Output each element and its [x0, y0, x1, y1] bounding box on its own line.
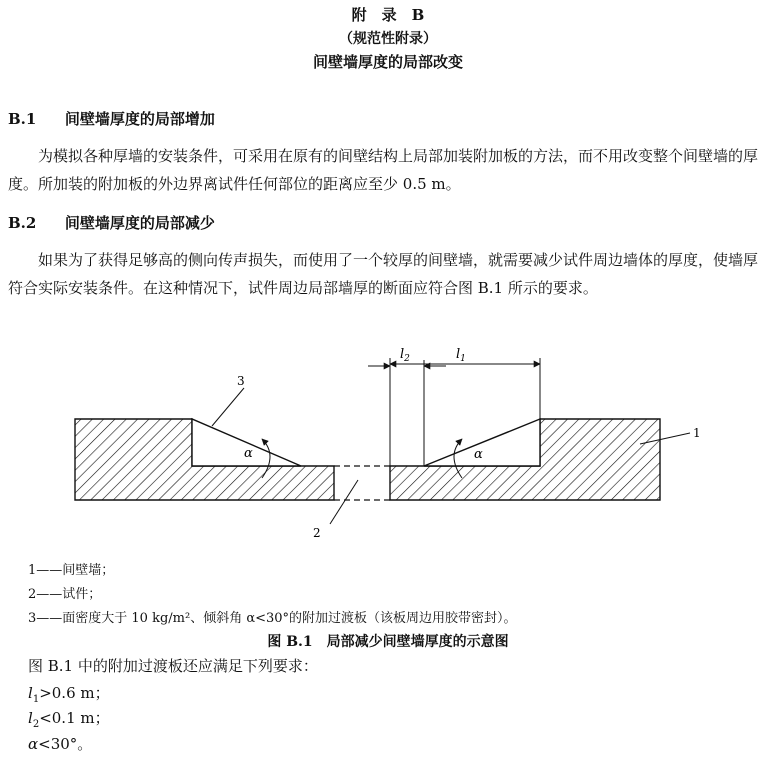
appendix-nature: （规范性附录） [339, 31, 437, 47]
section-b1-number: B.1 [8, 110, 37, 128]
section-b2-heading [8, 212, 215, 233]
section-b2-body: 如果为了获得足够高的侧向传声损失，而使用了一个较厚的间壁墙，就需要减少试件周边墙体的厚度，使墙厚符合实际安装条件。在这种情况下，试件周边局部墙厚的断面应符合图 B.1 所示的要求。 [8, 251, 759, 297]
figure-b1-diagram [0, 330, 776, 560]
section-b2-title: 间壁墙厚度的局部减少 [64, 214, 215, 232]
legend-item-2: 2——试件； [28, 587, 102, 602]
appendix-title: 间壁墙厚度的局部改变 [312, 53, 463, 71]
requirement-l1: $l_1>0.6$ m； [28, 684, 110, 705]
callout-1-label: 1 [693, 426, 701, 440]
callout-3-leader [212, 388, 244, 426]
requirements-intro: 图 B.1 中的附加过渡板还应满足下列要求： [28, 657, 318, 675]
section-b1-heading [8, 108, 215, 129]
dimension-l1-label: $l_1$ [456, 347, 466, 364]
alpha-label-right: α [474, 447, 483, 462]
specimen-outline [334, 466, 390, 500]
legend-item-1: 1——间壁墙； [28, 563, 115, 578]
dimension-l2-label: $l_2$ [400, 347, 410, 364]
alpha-label-left: α [244, 446, 253, 461]
section-b1-body: 为模拟各种厚墙的安装条件，可采用在原有的间壁结构上局部加装附加板的方法，而不用改变整个间壁墙的厚度。所加装的附加板的外边界离试件任何部位的距离应至少 0.5 m。 [8, 147, 759, 193]
callout-3-label: 3 [237, 374, 245, 388]
requirement-l2: $l_2<0.1$ m； [28, 709, 110, 730]
section-b2-number: B.2 [8, 214, 37, 232]
section-b1-title: 间壁墙厚度的局部增加 [64, 110, 215, 128]
callout-2-label: 2 [313, 526, 321, 540]
requirement-alpha: α<30°。 [28, 735, 93, 753]
legend-item-3: 3——面密度大于 10 kg/m²、倾斜角 α<30°的附加过渡板（该板周边用胶带密封）。 [28, 611, 517, 626]
appendix-label: 附 录 B [351, 6, 425, 24]
figure-caption: 图 B.1 局部减少间壁墙厚度的示意图 [267, 634, 509, 650]
